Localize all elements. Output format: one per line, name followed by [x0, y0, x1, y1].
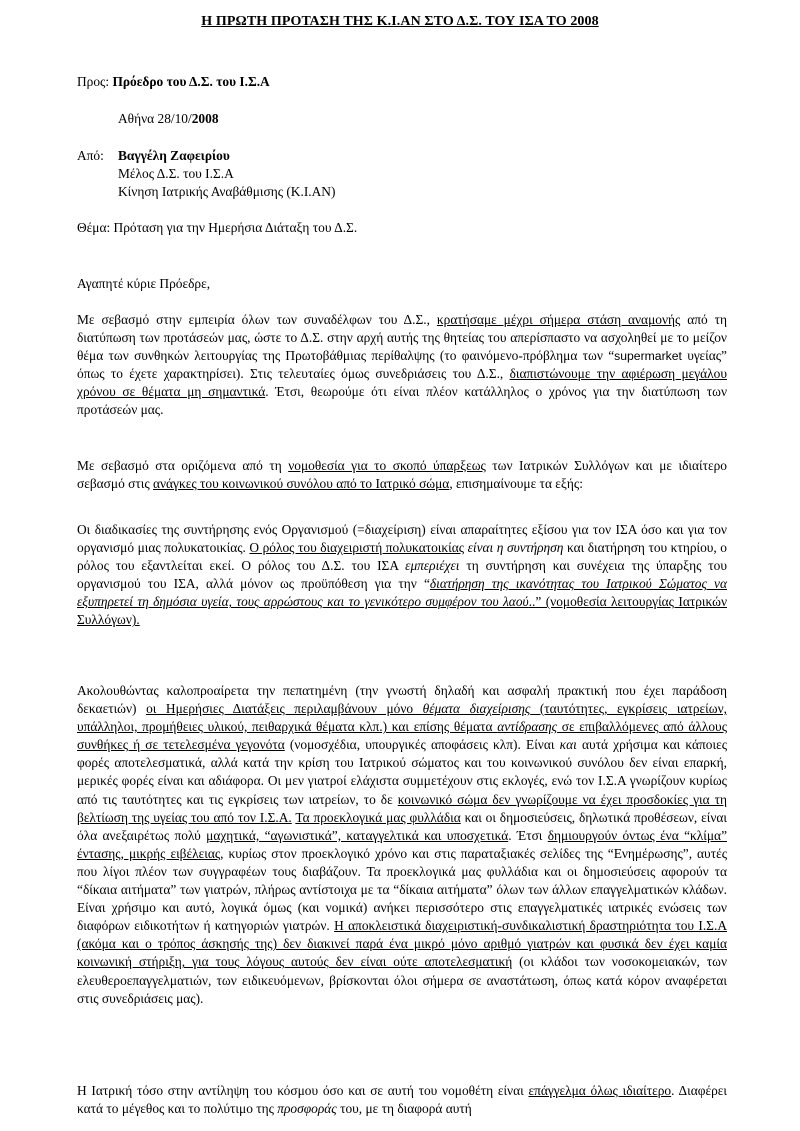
text-run: Με σεβασμό στα οριζόμενα από τη [77, 458, 289, 473]
paragraph-1 [77, 311, 727, 420]
text-run: .. [528, 594, 536, 610]
text-run: . Έτσι [508, 827, 548, 843]
text-run: κοινωνικό σώμα δεν γνωρίζουμε να έχει προσδοκίες για τη βελτίωση της υγείας του από τον Ι.Σ.Α. [77, 791, 727, 825]
from-label: Από: [77, 148, 104, 163]
paragraph-3 [77, 521, 727, 630]
text-run: και διατήρηση του κτηρίου, ο ρόλος του εξαντλείται εκεί. Ο ρόλος του Δ.Σ. του ΙΣΑ [77, 540, 727, 574]
text-run: διαπιστώνουμε την αφιέρωση μεγάλου χρόνου σε θέματα μη σημαντικά [77, 366, 727, 400]
text-run: και οι δημοσιεύσεις, δηλωτικά προθέσεων, είναι όλα ανεξαιρέτως πολύ [77, 809, 727, 843]
text-run: αντίδρασης [497, 719, 558, 735]
text-run: οι Ημερήσιες Διατάξεις περιλαμβάνουν μόνο [146, 701, 423, 717]
text-run: . Διαφέρει κατά το μέγεθος και το πολύτιμο της [77, 1083, 727, 1117]
text-run: και [559, 737, 577, 753]
text-run: Με σεβασμό στην εμπειρία όλων των συναδέλφων του Δ.Σ., [77, 312, 437, 327]
text-run: κρατήσαμε μέχρι σήμερα στάση αναμονής [436, 312, 681, 327]
date-year: 2008 [191, 111, 219, 126]
text-run: supermarket [614, 349, 682, 364]
salutation: Αγαπητέ κύριε Πρόεδρε, [77, 276, 211, 291]
to-value: Πρόεδρο του Δ.Σ. του Ι.Σ.Α [112, 74, 270, 89]
text-run: νομοθεσία για το σκοπό ύπαρξεως [288, 458, 486, 473]
text-run: Ακολουθώντας καλοπροαίρετα την πεπατημένη (την γνωστή δηλαδή και ασφαλή πρακτική που έχει παράδοση δεκαετιών) [77, 683, 727, 717]
text-run: προσφοράς [277, 1101, 337, 1117]
text-run: . Έτσι, θεωρούμε ότι είναι πλέον κατάλληλος ο χρόνος για την διατύπωση των προτάσεών μας. [77, 384, 727, 418]
text-run: Τα προεκλογικά μας φυλλάδια [295, 809, 461, 825]
from-name: Βαγγέλη Ζαφειρίου [118, 148, 230, 163]
text-run: (νομοσχέδια, υπουργικές αποφάσεις κλπ). Είναι [284, 737, 560, 753]
date-prefix: Αθήνα 28/10/ [118, 111, 192, 126]
text-run: του, με τη διαφορά αυτή [336, 1101, 472, 1117]
text-run: Η Ιατρική τόσο στην αντίληψη του κόσμου όσο και σε αυτή του νομοθέτη είναι [77, 1083, 529, 1098]
text-run: δημιουργούν όντως ένα “κλίμα” έντασης, μικρής ειβέλειας [77, 827, 728, 861]
text-run: ανάγκες του κοινωνικού συνόλου από το Ιατρικό σώμα [152, 476, 450, 492]
text-run: (οι κλάδοι των νοσοκομειακών, των ελευθεροεπαγγελματιών, των ειδικευόμενων, βρίσκονται όλοι σήμερα σε αναστάτωση, όπως κατά κόρον αναφέρεται στις συνεδριάσεις μας). [77, 954, 728, 1006]
text-run: θέματα διαχείρισης [422, 701, 531, 717]
text-run: Η αποκλειστικά διαχειριστική-συνδικαλιστική δραστηριότητα του Ι.Σ.Α (ακόμα και ο τρόπος άσκησής της) δεν διακινεί παρά ένα μικρό μόνο αριθμό γιατρών και φυσικά δεν έχει καμία κοινωνική στήριξη, για τους λόγους αυτούς δεν είναι ούτε αποτελεσματική [77, 918, 727, 970]
text-run: , επισημαίνουμε τα εξής: [449, 476, 583, 492]
to-label: Προς: [77, 74, 110, 89]
text-run: αυτά χρήσιμα και κάποιες φορές αποτελεσματικά, αλλά κατά την κρίση του Ιατρικού σώματος και του κοινωνικού συνόλου δεν είναι επαρκή, μερικές φορές είναι και αδιάφορα. Οι μεν γιατροί ελάχιστα συμμετέχουν στις εκλογές, ενώ τον Ι.Σ.Α γνωρίζουν κυρίως από τις ταυτότητες και τις εγκρίσεις των ιατρείων, το δε [77, 737, 728, 807]
from-role: Μέλος Δ.Σ. του Ι.Σ.Α [118, 166, 234, 181]
recipient-line [77, 74, 270, 90]
paragraph-5 [77, 1082, 727, 1118]
paragraph-4 [77, 682, 727, 1008]
text-run: εμπεριέχει [405, 558, 460, 574]
text-run: ” (νομοθεσία λειτουργίας Ιατρικών Συλλόγων). [77, 594, 727, 628]
text-run: διατήρηση της ικανότητας του Ιατρικού Σώματος να εξυπηρετεί τη δημόσια υγεία, τους αρρώστους και το γενικότερο συμφέρον του λαού [77, 576, 727, 610]
text-run: τη συντήρηση και συνέχεια της ύπαρξης του οργανισμού του ΙΣΑ, αλλά μόνον ως προϋπόθεση για την “ [77, 558, 727, 592]
text-run: επάγγελμα όλως ιδιαίτερο [528, 1083, 672, 1098]
text-run: μαχητικά, “αγωνιστικά”, καταγγελτικά και υποσχετικά [206, 827, 509, 843]
text-run: , κυρίως στον προεκλογικό χρόνο και στις παραταξιακές σελίδες της “Ενημέρωσης”, αυτές που λίγοι πλέον των συγγραφέων τους διαβάζουν. Τα προεκλογικά μας φυλλάδια και οι δημοσιεύσεις αφορούν τα “δίκαια αιτήματα” των γιατρών, πλήρως αντίστοιχα με τα “δίκαια αιτήματα” όλων των άλλων επαγγελματικών κλάδων. Είναι χρήσιμο και αυτό, λογικά όμως (και νομικά) ανήκει περισσότερο στις επαγγελματικές ιατρικές ενώσεις των διαφόρων ειδικοτήτων ή κατηγοριών γιατρών. [77, 845, 727, 934]
document-title: Η ΠΡΩΤΗ ΠΡΟΤΑΣΗ ΤΗΣ Κ.Ι.ΑΝ ΣΤΟ Δ.Σ. ΤΟΥ ΙΣΑ ΤΟ 2008 [201, 14, 599, 29]
text-run: σε επιβαλλόμενες από άλλους συνθήκες ή σε τετελεσμένα γεγονότα [77, 719, 727, 753]
text-run: από τη διατύπωση των προτάσεών μας, ώστε το Δ.Σ. στην αρχή αυτής της θητείας του απερίσπαστο να ασχοληθεί με το μείζον θέμα των συνθηκών λειτουργίας της Πρωτοβάθμιας περίθαλψης (το φαινόμενο-πρόβλημα των “ [77, 312, 727, 364]
date-line [118, 111, 219, 127]
text-run: Ο ρόλος του διαχειριστή πολυκατοικίας [249, 540, 465, 556]
text-run: (ταυτότητες, εγκρίσεις ιατρείων, υπάλληλοι, προμήθειες υλικού, πειθαρχικά θέματα κλπ.) και επίσης θέματα [77, 701, 727, 735]
text-run: των Ιατρικών Συλλόγων και με ιδιαίτερο σεβασμό στις [77, 458, 727, 492]
text-run: υγείας” όπως το έχετε χαρακτηρίσει). Στις τελευταίες όμως συνεδριάσεις του Δ.Σ., [77, 348, 727, 382]
text-run: Οι διαδικασίες της συντήρησης ενός Οργανισμού (=διαχείριση) είναι απαραίτητες εξίσου για τον ΙΣΑ όσο και για τον οργανισμό μιας πολυκατοικίας. [77, 522, 727, 556]
subject-line: Θέμα: Πρόταση για την Ημερήσια Διάταξη του Δ.Σ. [77, 220, 358, 235]
paragraph-2 [77, 457, 727, 493]
text-run: είναι η συντήρηση [464, 540, 564, 556]
from-organization: Κίνηση Ιατρικής Αναβάθμισης (Κ.Ι.ΑΝ) [118, 184, 336, 199]
